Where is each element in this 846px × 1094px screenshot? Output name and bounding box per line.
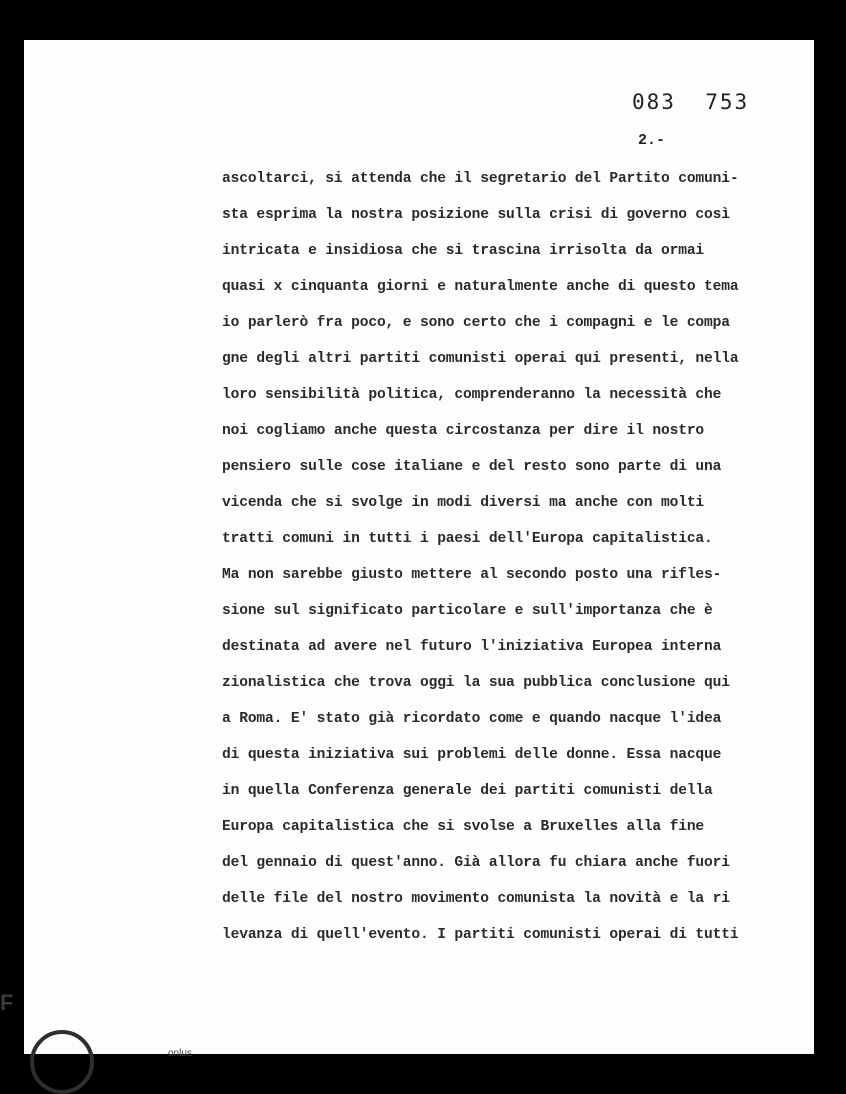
text-line: noi cogliamo anche questa circostanza per dire il nostro [222, 423, 705, 439]
watermark-text: onlus [168, 1048, 192, 1059]
text-line: di questa iniziativa sui problemi delle donne. Essa nacque [222, 747, 722, 763]
text-line: delle file del nostro movimento comunista la novità e la ri [222, 891, 730, 907]
typewritten-text [222, 164, 792, 956]
text-line: gne degli altri partiti comunisti operai qui presenti, nella [222, 351, 739, 367]
text-line: zionalistica che trova oggi la sua pubblica conclusione qui [222, 675, 730, 691]
text-line: io parlerò fra poco, e sono certo che i compagni e le compa [222, 315, 730, 331]
text-line: loro sensibilità politica, comprenderanno la necessità che [222, 387, 722, 403]
text-line: tratti comuni in tutti i paesi dell'Europa capitalistica. [222, 531, 713, 547]
page-number: 2.- [638, 132, 666, 149]
text-line: vicenda che si svolge in modi diversi ma anche con molti [222, 495, 705, 511]
text-line: Europa capitalistica che si svolse a Bruxelles alla fine [222, 819, 705, 835]
text-line: ascoltarci, si attenda che il segretario del Partito comuni- [222, 171, 739, 187]
text-line: sione sul significato particolare e sull'importanza che è [222, 603, 713, 619]
watermark-circle-icon [30, 1030, 94, 1094]
text-line: quasi x cinquanta giorni e naturalmente anche di questo tema [222, 279, 739, 295]
text-line: sta esprima la nostra posizione sulla crisi di governo così [222, 207, 730, 223]
text-line: a Roma. E' stato già ricordato come e quando nacque l'idea [222, 711, 722, 727]
text-line: in quella Conferenza generale dei partiti comunisti della [222, 783, 713, 799]
text-line: Ma non sarebbe giusto mettere al secondo posto una rifles- [222, 567, 722, 583]
text-line: intricata e insidiosa che si trascina irrisolta da ormai [222, 243, 705, 259]
text-line: levanza di quell'evento. I partiti comunisti operai di tutti [222, 927, 739, 943]
text-line: pensiero sulle cose italiane e del resto sono parte di una [222, 459, 722, 475]
text-line: destinata ad avere nel futuro l'iniziativa Europea interna [222, 639, 722, 655]
watermark-logo: F [0, 990, 14, 1015]
text-line: del gennaio di quest'anno. Già allora fu chiara anche fuori [222, 855, 730, 871]
archive-number: 083 753 [632, 90, 750, 114]
